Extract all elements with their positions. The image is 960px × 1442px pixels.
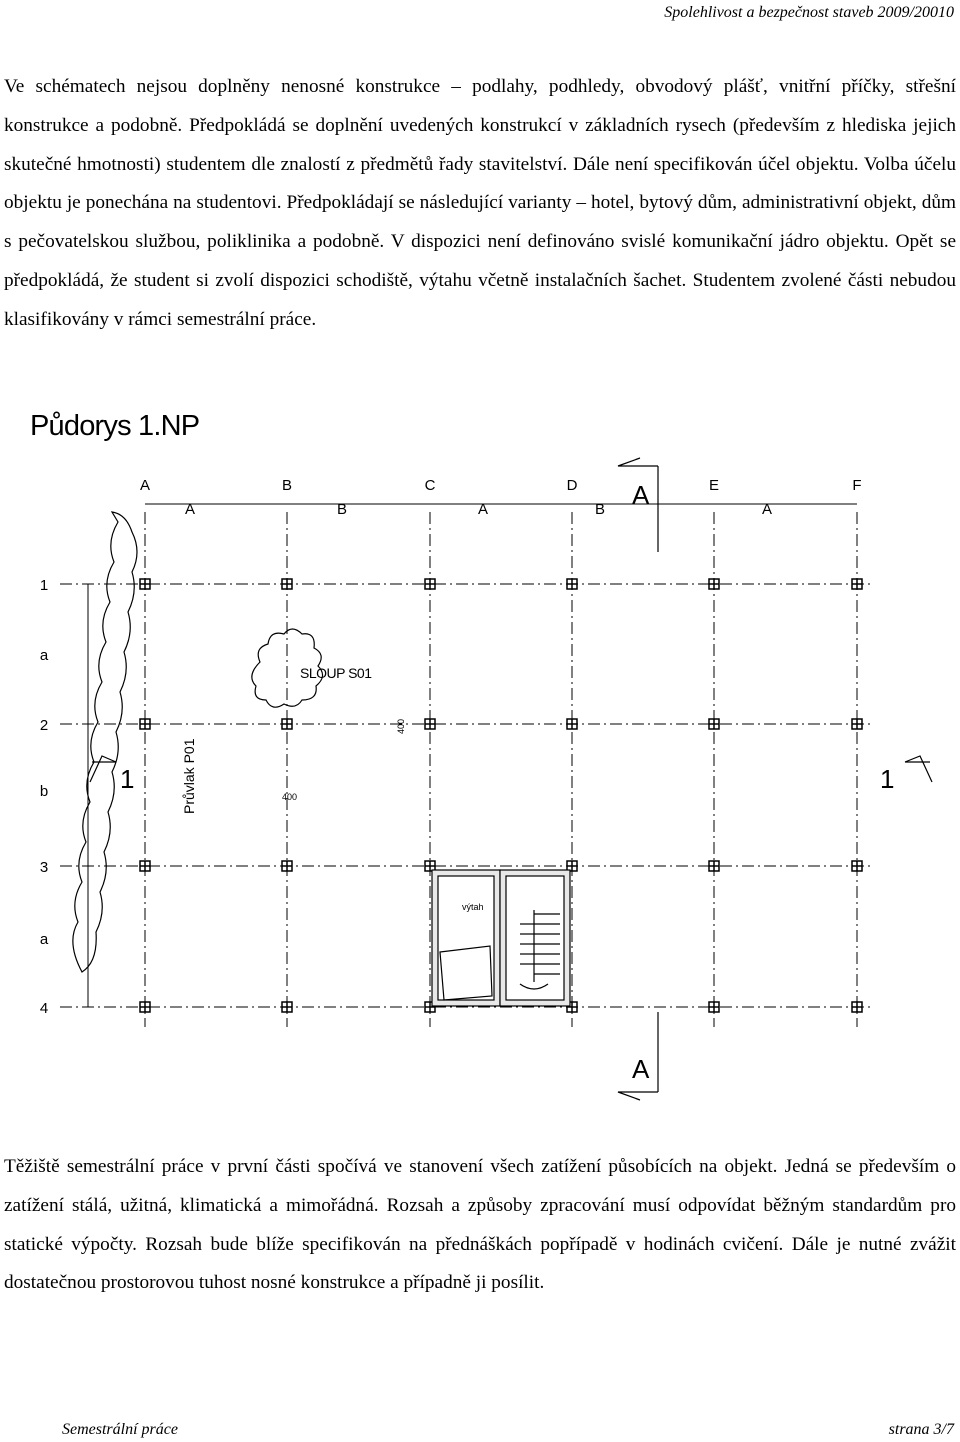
column-label: SLOUP S01 xyxy=(300,665,372,681)
vertical-core xyxy=(432,870,570,1006)
span-label-2: B xyxy=(336,501,348,518)
axis-label-3: 3 xyxy=(39,859,49,876)
span-label-3: A xyxy=(477,501,489,518)
section-mark-A-bottom: A xyxy=(632,1054,650,1084)
section-mark-1-left: 1 xyxy=(120,764,135,794)
axis-label-C: C xyxy=(424,477,436,494)
dimension-400-vertical: 400 xyxy=(396,718,406,734)
dimension-400-horizontal: 400 xyxy=(282,792,298,802)
axis-label-2: 2 xyxy=(39,717,49,734)
running-header: Spolehlivost a bezpečnost staveb 2009/20010 xyxy=(664,4,954,21)
axis-label-A: A xyxy=(139,477,151,494)
plan-title: Půdorys 1.NP xyxy=(30,410,200,442)
beam-label: Průvlak P01 xyxy=(181,738,197,814)
section-mark-A-top: A xyxy=(632,480,650,510)
intro-paragraph: Ve schématech nejsou doplněny nenosné konstrukce – podlahy, podhledy, obvodový plášť, vnitřní příčky, střešní konstrukce a podobně. Předpokládá se doplnění uvedených konstrukcí v základních rysech (především z hlediska jejich skutečné hmotnosti) studentem dle znalostí z předmětů řady stavitelství. Dále není specifikován účel objektu. Volba účelu objektu je ponechána na studentovi. Předpokládají se následující varianty – hotel, bytový dům, administrativní objekt, dům s pečovatelskou službou, poliklinika a podobně. V dispozici není definováno svislé komunikační jádro objektu. Opět se předpokládá, že student si zvolí dispozici schodiště, výtahu včetně instalačních šachet. Studentem zvolené části nebudou klasifikovány v rámci semestrální práce. xyxy=(4,76,956,330)
span-label-1: A xyxy=(184,501,196,518)
span-label-a1: a xyxy=(39,647,49,664)
axis-label-4: 4 xyxy=(39,1000,49,1017)
span-label-b: b xyxy=(39,783,49,800)
axis-label-E: E xyxy=(708,477,720,494)
floor-plan xyxy=(0,452,960,1112)
footer-right: strana 3/7 xyxy=(888,1421,954,1438)
lift-label: výtah xyxy=(462,902,484,912)
axis-label-F: F xyxy=(852,477,862,494)
axis-label-B: B xyxy=(281,477,293,494)
section-mark-1-right: 1 xyxy=(880,764,895,794)
axis-label-1: 1 xyxy=(39,577,49,594)
span-label-5: A xyxy=(761,501,773,518)
footer-left: Semestrální práce xyxy=(62,1421,178,1438)
main-paragraph: Těžiště semestrální práce v první části spočívá ve stanovení všech zatížení působících na objekt. Jedná se především o zatížení stálá, užitná, klimatická a mimořádná. Rozsah a způsoby zpracování musí odpovídat běžným standardům pro statické výpočty. Rozsah bude blíže specifikován na přednáškách popřípadě v hodinách cvičení. Dále je nutné zvážit dostatečnou prostorovou tuhost nosné konstrukce a případně ji posílit. xyxy=(4,1156,956,1294)
span-label-a2: a xyxy=(39,931,49,948)
axis-label-D: D xyxy=(566,477,578,494)
span-label-4: B xyxy=(594,501,606,518)
tree-row-outline xyxy=(73,512,137,972)
